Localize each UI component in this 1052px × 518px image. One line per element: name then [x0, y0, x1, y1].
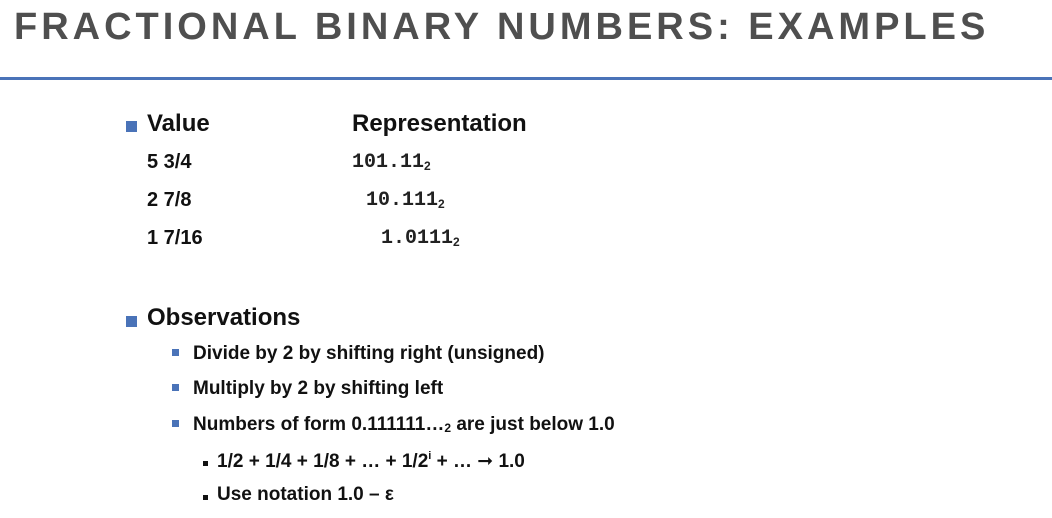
slide-title: FRACTIONAL BINARY NUMBERS: EXAMPLES [14, 6, 990, 48]
bullet-dot-icon [203, 461, 208, 466]
value-header: Value [147, 110, 210, 137]
observation-item: Divide by 2 by shifting right (unsigned) [193, 343, 545, 364]
observation-subitem: 1/2 + 1/4 + 1/8 + … + $1/2^i$ + … ➞ 1.0 [217, 450, 525, 472]
value-cell: 2 7/8 [147, 189, 192, 211]
observations-heading: Observations [147, 304, 301, 331]
observation-subitem: Use notation 1.0 – ε [217, 484, 394, 505]
bullet-square-icon [172, 349, 179, 356]
value-cell: 5 3/4 [147, 151, 192, 173]
representation-cell: $10.111_2$ [366, 189, 445, 212]
observation-item: Multiply by 2 by shifting left [193, 378, 444, 399]
bullet-square-icon [172, 384, 179, 391]
representation-header: Representation [352, 110, 527, 137]
bullet-square-icon [172, 420, 179, 427]
bullet-square-icon [126, 121, 137, 132]
value-cell: 1 7/16 [147, 227, 203, 249]
bullet-dot-icon [203, 495, 208, 500]
representation-cell: $101.11_2$ [352, 151, 431, 174]
observation-item: Numbers of form 0.111111…2 are just below 1.0 [193, 414, 615, 435]
bullet-square-icon [126, 316, 137, 327]
title-divider [0, 77, 1052, 80]
representation-cell: $1.0111_2$ [381, 227, 460, 250]
